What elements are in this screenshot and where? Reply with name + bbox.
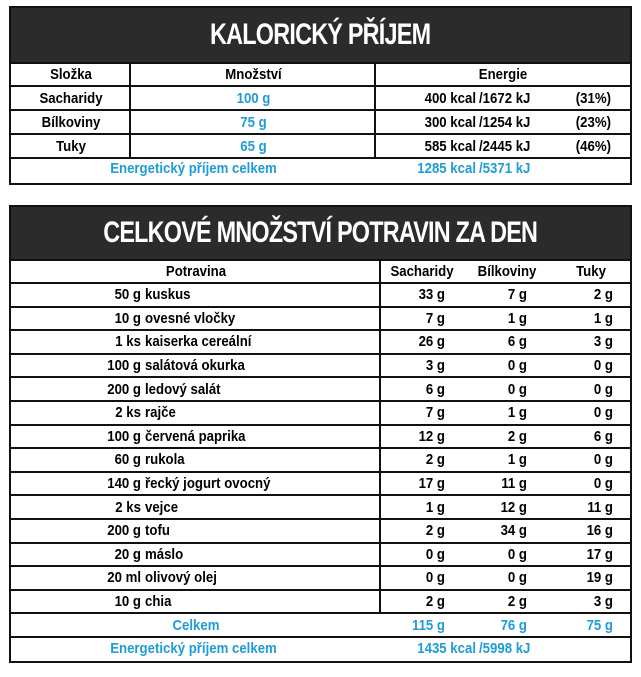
energy-kcal: 400 kcal: [424, 89, 476, 107]
food-total-label: Energetický příjem celkem: [110, 640, 277, 658]
row-divider: [11, 353, 630, 355]
food-name: kaiserka cereální: [145, 333, 252, 351]
component-name: Sacharidy: [39, 89, 103, 107]
food-fat: 11 g: [587, 498, 613, 516]
food-name: rajče: [145, 404, 176, 422]
food-protein: 2 g: [507, 593, 527, 611]
food-total-kj: /5998 kJ: [479, 640, 531, 658]
food-quantity: 20 ml: [107, 569, 141, 587]
food-quantity: 1 ks: [115, 333, 141, 351]
food-carbs: 2 g: [425, 451, 445, 469]
food-protein: 0 g: [507, 357, 527, 375]
row-divider: [11, 376, 630, 378]
food-fat: 1 g: [593, 309, 613, 327]
food-quantity: 140 g: [107, 475, 141, 493]
food-protein: 1 g: [507, 451, 527, 469]
energy-kcal: 585 kcal: [424, 137, 476, 155]
food-name: řecký jogurt ovocný: [145, 475, 271, 493]
food-protein: 2 g: [507, 427, 527, 445]
food-amount-table: [9, 205, 632, 663]
food-protein: 6 g: [507, 333, 527, 351]
food-name: chia: [145, 593, 172, 611]
food-carbs: 3 g: [425, 357, 445, 375]
energy-kcal: 300 kcal: [424, 113, 476, 131]
row-divider: [11, 400, 630, 402]
column-header-protein: Bílkoviny: [477, 262, 537, 280]
food-carbs: 7 g: [425, 404, 445, 422]
sum-protein: 76 g: [500, 616, 527, 634]
food-protein: 7 g: [507, 286, 527, 304]
food-carbs: 2 g: [425, 593, 445, 611]
column-divider: [129, 62, 131, 158]
food-quantity: 2 ks: [115, 404, 141, 422]
food-quantity: 50 g: [114, 286, 141, 304]
column-header-component: Složka: [50, 65, 92, 83]
food-carbs: 33 g: [418, 286, 445, 304]
food-fat: 0 g: [593, 357, 613, 375]
column-header-food: Potravina: [165, 262, 227, 280]
food-total-kcal: 1435 kcal: [417, 640, 476, 658]
food-carbs: 0 g: [425, 569, 445, 587]
food-quantity: 60 g: [114, 451, 141, 469]
energy-table-header: [11, 8, 630, 62]
energy-total-kj: /5371 kJ: [479, 159, 531, 177]
food-carbs: 2 g: [425, 522, 445, 540]
row-divider: [11, 282, 630, 284]
row-divider: [11, 589, 630, 591]
row-divider: [11, 471, 630, 473]
food-table-body: [11, 259, 630, 661]
food-carbs: 7 g: [425, 309, 445, 327]
food-carbs: 26 g: [418, 333, 445, 351]
food-fat: 3 g: [593, 593, 613, 611]
food-quantity: 2 ks: [115, 498, 141, 516]
food-name: olivový olej: [145, 569, 217, 587]
food-quantity: 100 g: [107, 357, 141, 375]
food-quantity: 200 g: [107, 380, 141, 398]
column-header-energy: Energie: [478, 65, 528, 83]
energy-percent: (31%): [575, 89, 611, 107]
food-carbs: 0 g: [425, 545, 445, 563]
energy-table-title: KALORICKÝ PŘÍJEM: [210, 18, 431, 51]
energy-table-body: [11, 62, 630, 183]
food-fat: 19 g: [586, 569, 613, 587]
food-name: vejce: [145, 498, 179, 516]
food-table-header: [11, 207, 630, 259]
energy-total-label: Energetický příjem celkem: [110, 159, 277, 177]
energy-total-kcal: 1285 kcal: [417, 159, 476, 177]
food-protein: 34 g: [500, 522, 527, 540]
food-quantity: 20 g: [114, 545, 141, 563]
row-divider: [11, 109, 630, 111]
row-divider: [11, 157, 630, 159]
row-divider: [11, 306, 630, 308]
row-divider: [11, 494, 630, 496]
row-divider: [11, 518, 630, 520]
component-name: Bílkoviny: [41, 113, 101, 131]
food-protein: 1 g: [507, 404, 527, 422]
food-carbs: 12 g: [418, 427, 445, 445]
food-quantity: 10 g: [114, 309, 141, 327]
food-fat: 3 g: [593, 333, 613, 351]
food-fat: 17 g: [586, 545, 613, 563]
food-protein: 0 g: [507, 569, 527, 587]
food-quantity: 10 g: [114, 593, 141, 611]
column-divider: [374, 62, 376, 158]
food-name: ledový salát: [145, 380, 221, 398]
food-carbs: 17 g: [418, 475, 445, 493]
food-carbs: 6 g: [425, 380, 445, 398]
energy-kj: /1254 kJ: [479, 113, 531, 131]
row-divider: [11, 85, 630, 87]
food-name: červená paprika: [145, 427, 246, 445]
food-protein: 0 g: [507, 380, 527, 398]
row-divider: [11, 259, 630, 261]
food-name: kuskus: [145, 286, 191, 304]
row-divider: [11, 62, 630, 64]
energy-intake-table: [9, 6, 632, 185]
food-name: máslo: [145, 545, 184, 563]
column-header-fat: Tuky: [576, 262, 606, 280]
component-amount: 65 g: [240, 137, 267, 155]
food-table-title: CELKOVÉ MNOŽSTVÍ POTRAVIN ZA DEN: [103, 216, 538, 249]
row-divider: [11, 565, 630, 567]
column-header-amount: Množství: [225, 65, 282, 83]
food-fat: 0 g: [593, 380, 613, 398]
food-fat: 16 g: [586, 522, 613, 540]
component-amount: 100 g: [236, 89, 271, 107]
food-protein: 11 g: [501, 475, 527, 493]
food-fat: 6 g: [593, 427, 613, 445]
food-carbs: 1 g: [425, 498, 445, 516]
sum-fat: 75 g: [586, 616, 613, 634]
column-divider: [379, 259, 381, 613]
component-name: Tuky: [56, 137, 86, 155]
energy-kj: /1672 kJ: [479, 89, 531, 107]
food-name: salátová okurka: [145, 357, 245, 375]
food-protein: 1 g: [507, 309, 527, 327]
food-protein: 12 g: [500, 498, 527, 516]
food-name: rukola: [145, 451, 185, 469]
food-fat: 0 g: [593, 475, 613, 493]
row-divider: [11, 329, 630, 331]
food-fat: 0 g: [593, 451, 613, 469]
food-quantity: 100 g: [107, 427, 141, 445]
column-header-carbs: Sacharidy: [390, 262, 454, 280]
energy-percent: (23%): [575, 113, 611, 131]
food-fat: 2 g: [593, 286, 613, 304]
energy-percent: (46%): [575, 137, 611, 155]
row-divider: [11, 133, 630, 135]
food-quantity: 200 g: [107, 522, 141, 540]
food-protein: 0 g: [507, 545, 527, 563]
row-divider: [11, 424, 630, 426]
food-fat: 0 g: [593, 404, 613, 422]
row-divider: [11, 542, 630, 544]
food-name: tofu: [145, 522, 170, 540]
row-divider: [11, 447, 630, 449]
sum-label: Celkem: [172, 616, 220, 634]
food-name: ovesné vločky: [145, 309, 236, 327]
energy-kj: /2445 kJ: [479, 137, 531, 155]
sum-carbs: 115 g: [411, 616, 445, 634]
component-amount: 75 g: [240, 113, 267, 131]
